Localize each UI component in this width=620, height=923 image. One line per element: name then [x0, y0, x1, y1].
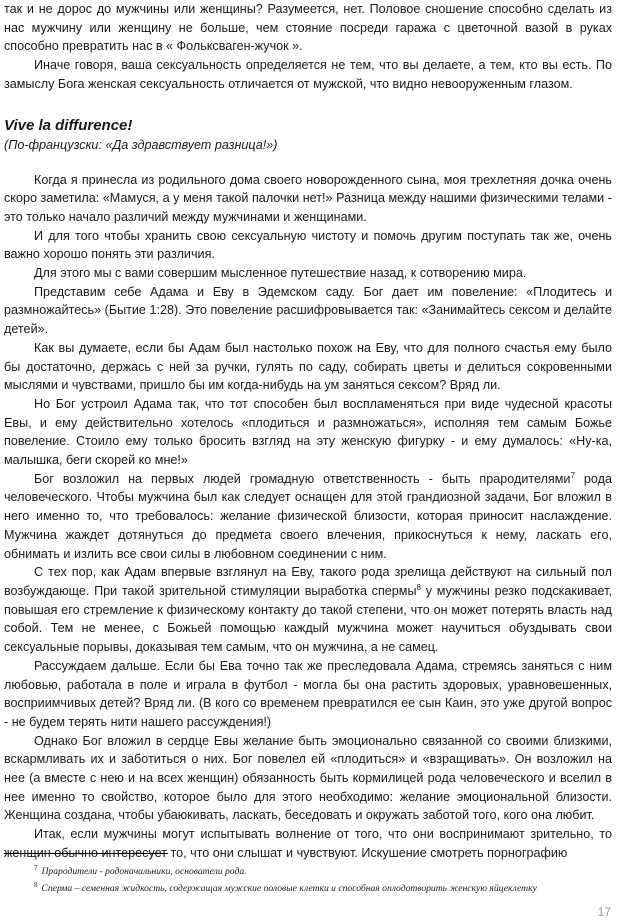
paragraph: И для того чтобы хранить свою сексуальную чистоту и помочь другим поступать так же, очень важно хорошо понять эти различия.	[4, 228, 612, 262]
paragraph: Представим себе Адама и Еву в Эдемском саду. Бог дает им повеление: «Плодитесь и размножайтесь» (Бытие 1:28). Это повеление расшифровывается так: «Занимайтесь сексом и делайте детей».	[4, 284, 612, 337]
paragraph: Но Бог устроил Адама так, что тот способен был воспламеняться при виде чудесной красоты Евы, и ему действительно хотелось «плодиться и размножаться», исполняя тем самым Божье повеление. Стоило ему только бросить взгляд на эту женскую фигурку - и ему думалось: «Ну-ка, малышка, беги скорей ко мне!»	[4, 396, 612, 468]
section-heading	[4, 116, 612, 154]
section-title: Vive la diffurence!	[4, 116, 133, 134]
paragraph: Однако Бог вложил в сердце Евы желание быть эмоционально связанной со своими близкими, вскармливать их и заботиться о них. Бог повелел ей «плодиться» и «взращивать». Он возложил на нее (а вместе с нею и на всех женщин) обязанность быть кормилицей рода человеческого и вселил в нее именно то свойство, которое было для этого необходимо: желание эмоциональной близости. Женщина создана, чтобы убаюкивать, ласкать, беседовать и окружать заботой того, кого она любит.	[4, 733, 612, 823]
page-number: 17	[597, 905, 611, 919]
paragraph-text: у мужчины резко подскакивает, повышая его стремление к физическому контакту до такой степени, что он может потерять власть над собой. Тем не менее, с Божьей помощью каждый мужчина может научиться обуздывать свои сексуальные порывы, доказывая тем самым, что он мужчина, а не самец.	[4, 583, 612, 655]
footnotes	[4, 862, 604, 895]
paragraph-text: Бог возложил на первых людей громадную ответственность - быть прародителями	[34, 471, 571, 486]
footnote-divider	[4, 853, 168, 854]
paragraph: так и не дорос до мужчины или женщины? Разумеется, нет. Половое сношение способно сделать из нас мужчину или женщину не больше, чем стояние посреди гаража с цветочной вазой в руках способно превратить нас в « Фольксваген-жучок ».	[4, 2, 612, 54]
footnote-number: 8	[34, 880, 38, 889]
footnote	[4, 862, 604, 879]
footnote-ref[interactable]: 8	[416, 582, 421, 592]
section-subtitle: (По-французски: «Да здравствует разница!»)	[4, 137, 278, 152]
paragraph-text: рода человеческого. Чтобы мужчина был как следует оснащен для этой грандиозной задачи, Бог вложил в него именно то, что требовалось: желание физической близости, которая приносит наслаждение. Мужчина жаждет дотянуться до предмета своего влечения, прикоснуться к нему, ласкать его, обнимать и излить все свои силы в любовном соединении с ним.	[4, 471, 612, 561]
paragraph: Итак, если мужчины могут испытывать волнение от того, что они воспринимают зрительно, то женщин обычно интересует то, что они слышат и чувствуют. Искушение смотреть порнографию	[4, 827, 612, 860]
footnote-ref[interactable]: 7	[570, 470, 575, 480]
paragraph: Рассуждаем дальше. Если бы Ева точно так же преследовала Адама, стремясь заняться с ним любовью, работала в поле и играла в футбол - могла бы она растить здоровых, уравновешенных, восприимчивых детей? Вряд ли. (В кого со временем превратился ее сын Каин, это уже другой вопрос - не будем терять нити нашего рассуждения!)	[4, 658, 612, 729]
paragraph: Как вы думаете, если бы Адам был настолько похож на Еву, что для полного счастья ему было бы достаточно, держась с ней за ручки, гулять по саду, собирать цветы и делиться сокровенными мыслями и чувствами, пришло бы им когда-нибудь на ум заняться сексом? Вряд ли.	[4, 340, 612, 393]
footnote-number: 7	[34, 864, 38, 872]
footnote-text: Сперма – семенная жидкость, содержащая мужские половые клетки и способная оплодотворить женскую яйцеклетку	[41, 882, 537, 894]
paragraph: Для этого мы с вами совершим мысленное путешествие назад, к сотворению мира.	[34, 266, 527, 281]
paragraph-text: С тех пор, как Адам впервые взглянул на Еву, такого рода зрелища действуют на сильный пол возбуждающе. При такой зрительной стимуляции выработка спермы	[4, 565, 612, 598]
footnote	[4, 879, 604, 896]
paragraph	[4, 563, 612, 657]
page-body	[4, 0, 612, 863]
footnote-text: Прародители - родоначальники, основатели рода.	[41, 866, 247, 878]
paragraph: Когда я принесла из родильного дома своего новорожденного сына, моя трехлетняя дочка очень скоро заметила: «Мамуся, а у меня такой палочки нет!» Разница между нашими физическими телами - это только начало различий между мужчинами и женщинами.	[4, 172, 612, 224]
paragraph	[4, 470, 612, 564]
paragraph: Иначе говоря, ваша сексуальность определяется не тем, что вы делаете, а тем, кто вы есть. По замыслу Бога женская сексуальность отличается от мужской, что видно невооруженным глазом.	[4, 58, 612, 91]
